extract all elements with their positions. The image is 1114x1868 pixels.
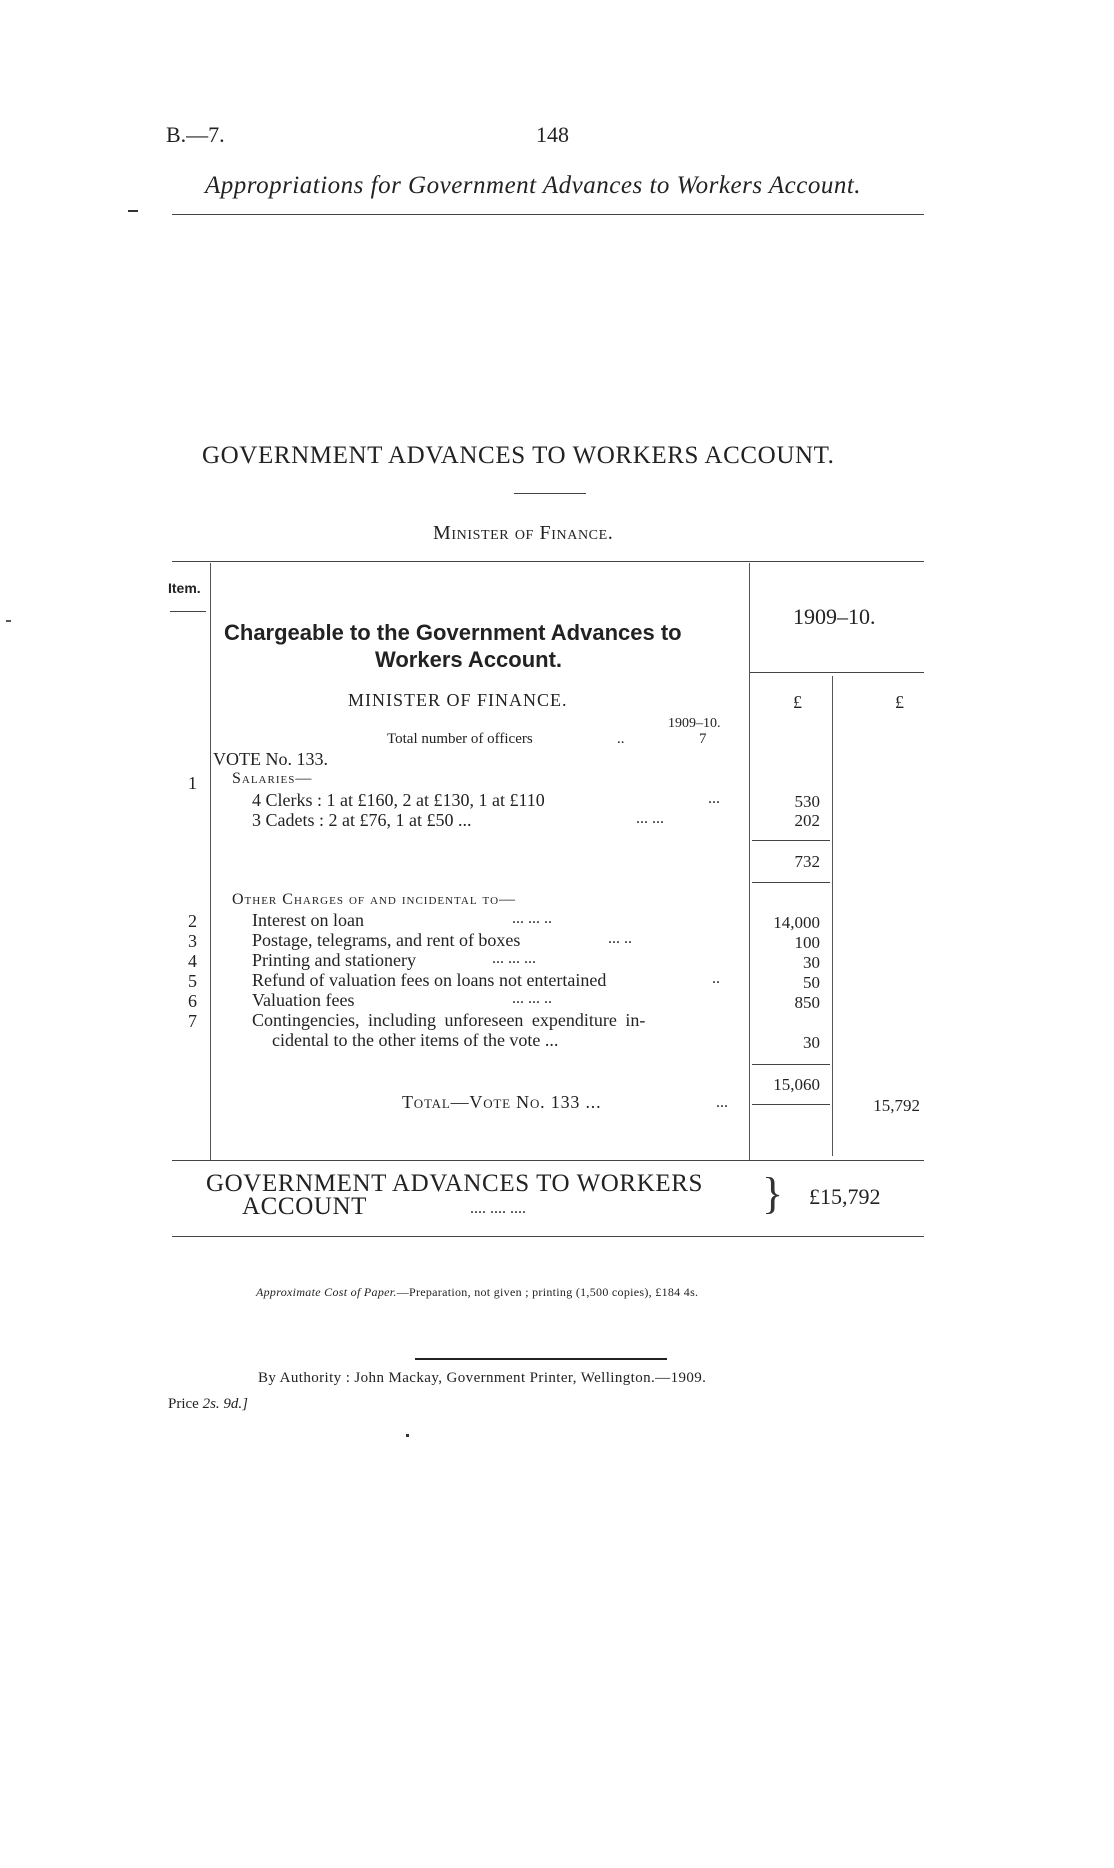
page-number: 148: [536, 122, 569, 147]
officers-count: 7: [699, 731, 707, 747]
currency-col2: £: [895, 692, 904, 712]
total-leader: ...: [716, 1094, 728, 1111]
charge-amount: 100: [794, 933, 820, 952]
item-number: 3: [188, 931, 197, 951]
item-number: 7: [188, 1011, 197, 1031]
header-rule: [172, 214, 924, 215]
charge-leader: ... ..: [608, 930, 632, 947]
total-rule: [752, 1104, 830, 1105]
salary-amount: 202: [794, 811, 820, 830]
charge-amount: 30: [803, 953, 820, 972]
price-line: [168, 1396, 248, 1413]
charge-amount: 30: [803, 1033, 820, 1052]
document-reference: B.—7.: [166, 122, 225, 147]
charge-desc: Interest on loan: [252, 910, 364, 930]
summary-brace: }: [762, 1169, 784, 1218]
total-label: Total—Vote No. 133 ...: [402, 1092, 602, 1112]
scan-mark: [406, 1434, 409, 1437]
price-label: Price: [168, 1396, 199, 1412]
authority-line: By Authority : John Mackay, Government Printer, Wellington.—1909.: [258, 1370, 707, 1386]
salary-leader: ... ...: [636, 810, 664, 827]
summary-bottom-rule: [172, 1236, 924, 1237]
scan-mark: [6, 620, 11, 622]
charge-desc: Contingencies, including unforeseen expenditure in-: [252, 1010, 646, 1030]
other-subtotal: 15,060: [773, 1075, 820, 1094]
item-number: 1: [188, 773, 197, 793]
salary-leader: ...: [708, 790, 720, 807]
table-bottom-rule: [172, 1160, 924, 1161]
minister-line: MINISTER OF FINANCE.: [348, 690, 568, 710]
charge-desc-continuation: cidental to the other items of the vote ...: [272, 1030, 559, 1050]
year-header-rule: [750, 672, 924, 673]
price-value: 2s. 9d.]: [202, 1396, 249, 1412]
item-header-rule: [170, 611, 206, 612]
amount-column-rule: [749, 563, 750, 1160]
charge-heading-line2: Workers Account.: [375, 647, 563, 672]
charge-amount: 850: [794, 993, 820, 1012]
cost-text: —Preparation, not given ; printing (1,500 copies), £184 4s.: [396, 1285, 699, 1299]
item-number: 2: [188, 911, 197, 931]
officers-year: 1909–10.: [668, 716, 721, 731]
item-column-rule: [210, 563, 211, 1160]
vote-label: VOTE No. 133.: [213, 749, 328, 769]
summary-leader: .... .... ....: [470, 1200, 526, 1217]
salary-desc: 3 Cadets : 2 at £76, 1 at £50 ...: [252, 810, 472, 830]
charge-leader: ... ... ...: [492, 950, 536, 967]
item-header: Item.: [168, 580, 201, 596]
cost-label: Approximate Cost of Paper.: [256, 1285, 397, 1299]
other-charges-heading: Other Charges of and incidental to—: [232, 891, 517, 908]
officers-label: Total number of officers: [387, 731, 533, 747]
officers-leader: ..: [617, 731, 625, 747]
charge-heading-line1: Chargeable to the Government Advances to: [224, 620, 682, 645]
scan-mark: [128, 210, 138, 212]
year-header: 1909–10.: [793, 604, 876, 629]
summary-amount: £15,792: [809, 1184, 881, 1209]
charge-amount: 14,000: [773, 913, 820, 932]
summary-line1: GOVERNMENT ADVANCES TO WORKERS: [206, 1170, 704, 1197]
total-amount: 15,792: [873, 1096, 920, 1115]
salary-desc: 4 Clerks : 1 at £160, 2 at £130, 1 at £110: [252, 790, 545, 810]
item-number: 5: [188, 971, 197, 991]
salary-amount: 530: [794, 792, 820, 811]
charge-desc: Valuation fees: [252, 990, 355, 1010]
other-subtotal-rule: [752, 1064, 830, 1065]
cost-note: [256, 1285, 698, 1300]
salaries-subtotal: 732: [794, 852, 820, 871]
amount-inner-rule: [832, 676, 833, 1156]
charge-leader: ... ... ..: [512, 910, 552, 927]
charge-leader: ... ... ..: [512, 990, 552, 1007]
charge-amount: 50: [803, 973, 820, 992]
currency-col1: £: [793, 692, 802, 712]
item-number: 6: [188, 991, 197, 1011]
main-title: GOVERNMENT ADVANCES TO WORKERS ACCOUNT.: [202, 442, 835, 469]
charge-desc: Postage, telegrams, and rent of boxes: [252, 930, 521, 950]
authority-rule: [415, 1358, 667, 1360]
charge-desc: Refund of valuation fees on loans not entertained: [252, 970, 607, 990]
salaries-subtotal-rule: [752, 840, 830, 841]
title-short-rule: [514, 493, 586, 494]
salaries-heading: Salaries—: [232, 770, 313, 787]
charge-leader: ..: [712, 970, 720, 987]
table-top-rule: [172, 561, 924, 562]
minister-heading: Minister of Finance.: [433, 522, 614, 544]
salaries-subtotal-close-rule: [752, 882, 830, 883]
running-title: Appropriations for Government Advances to Workers Account.: [205, 172, 862, 199]
item-number: 4: [188, 951, 197, 971]
summary-line2: ACCOUNT: [242, 1193, 368, 1220]
charge-desc: Printing and stationery: [252, 950, 416, 970]
